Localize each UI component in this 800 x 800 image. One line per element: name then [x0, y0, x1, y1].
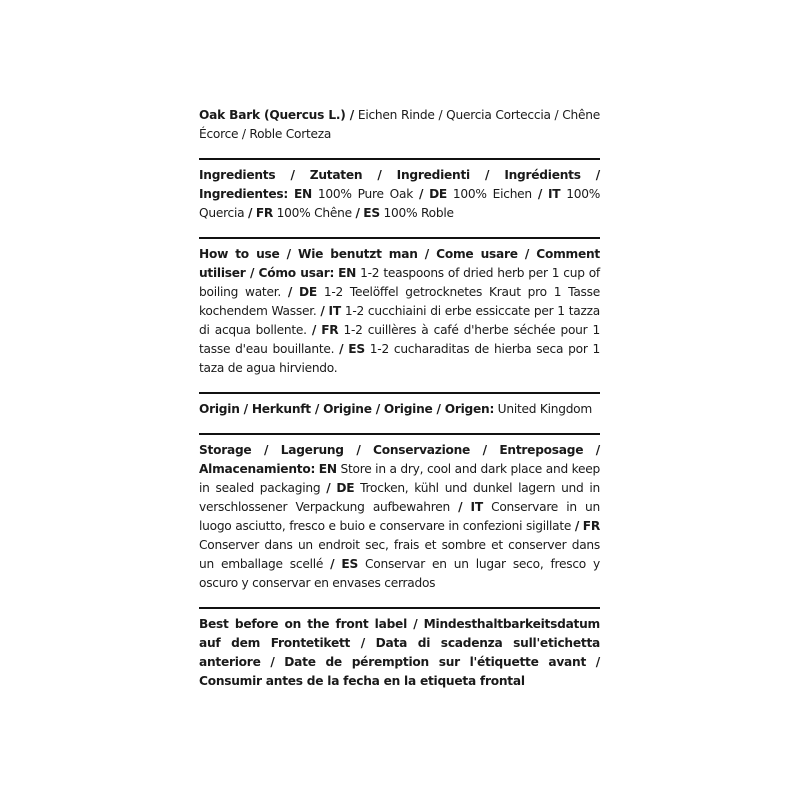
origin-value: United Kingdom	[494, 402, 593, 416]
separator: /	[248, 206, 253, 220]
ingredients-heading: Ingredients / Zutaten / Ingredienti / Ingrédients / Ingredientes:	[199, 168, 600, 201]
separator: /	[339, 342, 344, 356]
storage-text: Conservar en un lugar seco, fresco y oscuro y conservar en envases cerrados	[199, 557, 600, 590]
lang-code: EN	[338, 266, 357, 280]
lang-code: ES	[341, 557, 358, 571]
lang-code: IT	[547, 187, 561, 201]
product-label	[199, 106, 600, 691]
ingredients-text: 100% Pure Oak	[311, 187, 419, 201]
separator: /	[537, 187, 543, 201]
divider	[199, 433, 600, 435]
lang-code: ES	[363, 206, 380, 220]
separator: /	[287, 285, 293, 299]
divider	[199, 237, 600, 239]
storage-heading: Storage / Lagerung / Conservazione / Entreposage / Almacenamiento:	[199, 443, 600, 476]
ingredients-text: 100% Eichen	[447, 187, 538, 201]
best-before-text: Best before on the front label / Mindesthaltbarkeitsdatum auf dem Frontetikett / Data di scadenza sull'etichetta anteriore / Date de péremption sur l'étiquette avant / Consumir antes de la fecha en la etiqueta frontal	[199, 617, 600, 688]
usage-text: 1-2 teaspoons of dried herb per 1 cup of boiling water.	[199, 266, 600, 299]
storage-text: Conserver dans un endroit sec, frais et sombre et conserver dans un emballage scellé	[199, 538, 600, 571]
storage-section	[199, 441, 600, 593]
how-to-use-section	[199, 245, 600, 378]
separator: /	[326, 481, 331, 495]
lang-code: ES	[348, 342, 365, 356]
usage-text: 1-2 Teelöffel getrocknetes Kraut pro 1 Tasse kochendem Wasser.	[199, 285, 601, 318]
separator: /	[458, 500, 463, 514]
storage-text: Trocken, kühl und dunkel lagern und in verschlossener Verpackung aufbewahren	[199, 481, 600, 514]
lang-code: FR	[321, 323, 339, 337]
usage-text: 1-2 cuillères à café d'herbe séchée pour 1 tasse d'eau bouillante.	[199, 323, 600, 356]
separator: /	[418, 187, 424, 201]
storage-text: Conservare in un luogo asciutto, fresco e buio e conservare in confezioni sigillate	[199, 500, 601, 533]
origin-heading: Origin / Herkunft / Origine / Origine / Origen:	[199, 402, 495, 416]
lang-code: EN	[293, 187, 312, 201]
lang-code: EN	[318, 462, 337, 476]
best-before-section	[199, 615, 600, 691]
usage-text: 1-2 cucchiaini di erbe essiccate per 1 tazza di acqua bollente.	[199, 304, 601, 337]
usage-text: 1-2 cucharaditas de hierba seca por 1 taza de agua hirviendo.	[199, 342, 601, 375]
lang-code: FR	[582, 519, 600, 533]
lang-code: DE	[336, 481, 355, 495]
product-name-section	[199, 106, 600, 144]
separator: /	[355, 206, 360, 220]
lang-code: IT	[470, 500, 483, 514]
separator: /	[574, 519, 580, 533]
ingredients-text: 100% Chêne	[273, 206, 356, 220]
lang-code: DE	[429, 187, 448, 201]
divider	[199, 392, 600, 394]
ingredients-text: 100% Quercia	[199, 187, 601, 220]
storage-text: Store in a dry, cool and dark place and keep in sealed packaging	[199, 462, 600, 495]
how-to-use-heading: How to use / Wie benutzt man / Come usare / Comment utiliser / Cómo usar:	[199, 247, 600, 280]
origin-section	[199, 400, 600, 419]
separator: /	[330, 557, 335, 571]
lang-code: DE	[299, 285, 317, 299]
lang-code: IT	[328, 304, 341, 318]
separator: /	[320, 304, 325, 318]
product-name-translations: Eichen Rinde / Quercia Corteccia / Chêne Écorce / Roble Corteza	[199, 108, 600, 141]
divider	[199, 158, 600, 160]
product-name-en: Oak Bark (Quercus L.) /	[199, 108, 355, 122]
divider	[199, 607, 600, 609]
ingredients-text: 100% Roble	[379, 206, 454, 220]
lang-code: FR	[255, 206, 274, 220]
ingredients-section	[199, 166, 600, 223]
separator: /	[311, 323, 317, 337]
